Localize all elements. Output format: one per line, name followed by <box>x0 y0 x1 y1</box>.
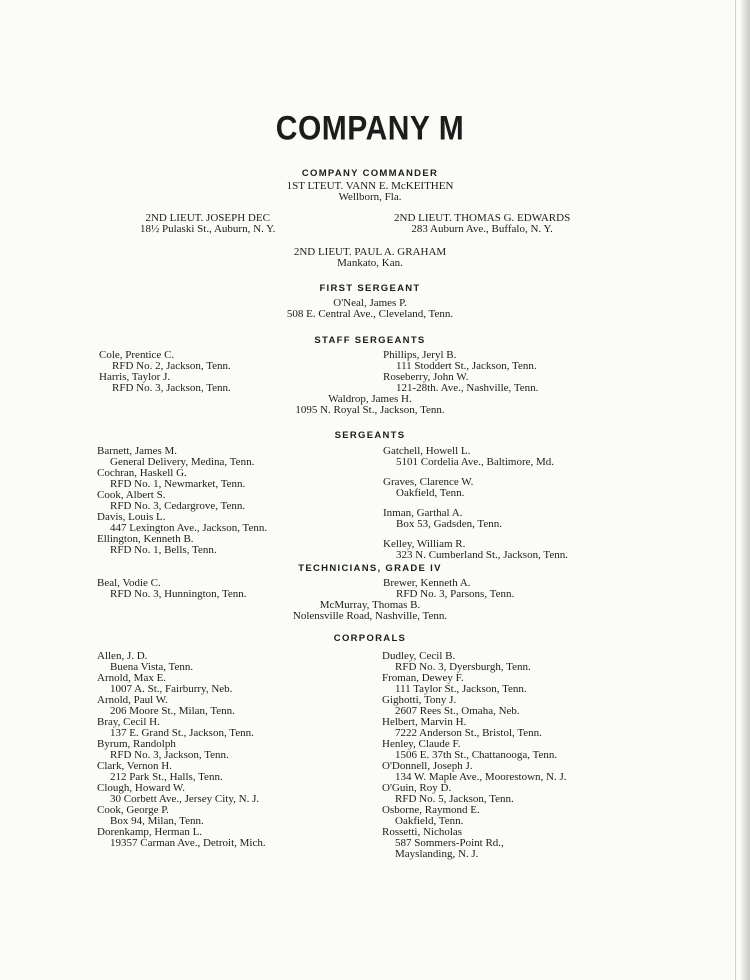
member-address: 137 E. Grand St., Jackson, Tenn. <box>110 727 254 739</box>
member-name: Graves, Clarence W. <box>383 476 474 488</box>
member-name: Beal, Vodie C. <box>97 577 161 589</box>
lieutenant-3 <box>0 247 740 269</box>
lieutenant-address: 283 Auburn Ave., Buffalo, N. Y. <box>411 223 553 235</box>
member-name: Helbert, Marvin H. <box>382 716 467 728</box>
roster-entry <box>383 477 568 499</box>
sergeants-left-column <box>97 446 267 556</box>
member-name: Dorenkamp, Herman L. <box>97 826 203 838</box>
lieutenant-2 <box>394 213 570 235</box>
corporals-right-column <box>382 651 567 860</box>
roster-entry <box>97 673 266 695</box>
member-address: 111 Taylor St., Jackson, Tenn. <box>395 683 527 695</box>
lieutenant-name: 2ND LIEUT. JOSEPH DEC <box>145 212 270 224</box>
member-address: General Delivery, Medina, Tenn. <box>110 456 255 468</box>
lieutenant-address: 18½ Pulaski St., Auburn, N. Y. <box>140 223 276 235</box>
member-name: Bray, Cecil H. <box>97 716 160 728</box>
member-name: Froman, Dewey F. <box>382 672 464 684</box>
member-address: Oakfield, Tenn. <box>396 487 465 499</box>
roster-entry <box>97 512 267 534</box>
page-title: COMPANY M <box>275 109 465 148</box>
first-sergeant-section <box>0 283 740 320</box>
roster-entry <box>383 539 568 561</box>
member-address: RFD No. 3, Hunnington, Tenn. <box>110 588 247 600</box>
roster-entry <box>382 805 567 827</box>
member-name: Cole, Prentice C. <box>99 349 175 361</box>
commander-name: 1ST LTEUT. VANN E. McKEITHEN <box>286 180 454 192</box>
member-address: RFD No. 5, Jackson, Tenn. <box>395 793 514 805</box>
sergeants-heading: SERGEANTS <box>334 430 406 441</box>
staff-sergeants-heading: STAFF SERGEANTS <box>314 335 426 346</box>
commander-section <box>0 168 740 203</box>
corporals-left-column <box>97 651 266 849</box>
technicians-right-column <box>383 578 514 600</box>
member-address: 323 N. Cumberland St., Jackson, Tenn. <box>396 549 568 561</box>
member-address: 587 Sommers-Point Rd., Mayslanding, N. J. <box>395 837 504 860</box>
member-name: Gatchell, Howell L. <box>383 445 471 457</box>
member-address: 5101 Cordelia Ave., Baltimore, Md. <box>396 456 555 468</box>
member-address: RFD No. 3, Parsons, Tenn. <box>396 588 515 600</box>
member-address: RFD No. 3, Dyersburgh, Tenn. <box>395 661 531 673</box>
roster-entry <box>97 761 266 783</box>
member-name: Phillips, Jeryl B. <box>383 349 457 361</box>
member-address: 111 Stoddert St., Jackson, Tenn. <box>396 360 537 372</box>
staff-sergeant-center-entry <box>0 394 740 416</box>
member-name: Dudley, Cecil B. <box>382 650 456 662</box>
member-name: Osborne, Raymond E. <box>382 804 480 816</box>
member-address: RFD No. 3, Cedargrove, Tenn. <box>110 500 246 512</box>
lieutenant-name: 2ND LIEUT. THOMAS G. EDWARDS <box>394 212 571 224</box>
commander-heading: COMPANY COMMANDER <box>301 168 439 179</box>
roster-entry <box>382 695 567 717</box>
member-address: 206 Moore St., Milan, Tenn. <box>110 705 235 717</box>
member-address: Oakfield, Tenn. <box>395 815 464 827</box>
roster-entry <box>97 651 266 673</box>
roster-entry <box>382 761 567 783</box>
roster-entry <box>382 717 567 739</box>
member-address: 447 Lexington Ave., Jackson, Tenn. <box>110 522 268 534</box>
member-address: 134 W. Maple Ave., Moorestown, N. J. <box>395 771 567 783</box>
roster-entry <box>382 673 567 695</box>
roster-entry <box>382 827 567 860</box>
technician-center-entry <box>0 600 740 622</box>
member-address: 1095 N. Royal St., Jackson, Tenn. <box>295 404 445 416</box>
member-address: RFD No. 3, Jackson, Tenn. <box>110 749 229 761</box>
roster-entry <box>383 508 568 530</box>
member-address: Nolensville Road, Nashville, Tenn. <box>292 610 448 622</box>
staff-sergeants-left-column <box>99 350 231 394</box>
member-name: Ellington, Kenneth B. <box>97 533 194 545</box>
roster-entry <box>383 578 514 600</box>
member-address: 121-28th. Ave., Nashville, Tenn. <box>396 382 539 394</box>
commander-address: Wellborn, Fla. <box>338 191 402 203</box>
member-name: Gighotti, Tony J. <box>382 694 457 706</box>
roster-entry <box>383 372 538 394</box>
member-name: Cook, Albert S. <box>97 489 166 501</box>
member-address: 1506 E. 37th St., Chattanooga, Tenn. <box>395 749 558 761</box>
member-address: 7222 Anderson St., Bristol, Tenn. <box>395 727 542 739</box>
roster-entry <box>97 468 267 490</box>
member-name: Harris, Taylor J. <box>99 371 171 383</box>
roster-entry <box>97 739 266 761</box>
member-address: 1007 A. St., Fairburry, Neb. <box>110 683 233 695</box>
roster-entry <box>383 350 538 372</box>
roster-entry <box>382 783 567 805</box>
member-name: Cochran, Haskell G. <box>97 467 187 479</box>
lieutenant-address: Mankato, Kan. <box>337 257 403 269</box>
member-name: Arnold, Max E. <box>97 672 167 684</box>
member-address: 2607 Rees St., Omaha, Neb. <box>395 705 520 717</box>
member-name: Waldrop, James H. <box>328 393 412 405</box>
member-name: Brewer, Kenneth A. <box>383 577 471 589</box>
roster-entry <box>97 717 266 739</box>
member-address: 212 Park St., Halls, Tenn. <box>110 771 223 783</box>
roster-entry <box>97 490 267 512</box>
roster-entry <box>97 446 267 468</box>
lieutenant-1 <box>140 213 275 235</box>
member-name: Allen, J. D. <box>97 650 148 662</box>
member-address: 19357 Carman Ave., Detroit, Mich. <box>110 837 266 849</box>
member-address: RFD No. 1, Newmarket, Tenn. <box>110 478 246 490</box>
member-address: 30 Corbett Ave., Jersey City, N. J. <box>110 793 260 805</box>
member-name: O'Donnell, Joseph J. <box>382 760 473 772</box>
first-sergeant-address: 508 E. Central Ave., Cleveland, Tenn. <box>286 308 454 320</box>
member-name: Byrum, Randolph <box>97 738 176 750</box>
technicians-heading: TECHNICIANS, GRADE IV <box>298 563 442 574</box>
member-name: McMurray, Thomas B. <box>319 599 421 611</box>
member-name: Clough, Howard W. <box>97 782 185 794</box>
member-address: Box 94, Milan, Tenn. <box>110 815 204 827</box>
member-address: RFD No. 1, Bells, Tenn. <box>110 544 217 556</box>
member-name: Clark, Vernon H. <box>97 760 172 772</box>
lieutenant-name: 2ND LIEUT. PAUL A. GRAHAM <box>293 246 447 258</box>
member-name: Henley, Claude F. <box>382 738 461 750</box>
member-name: Rossetti, Nicholas <box>382 826 463 838</box>
roster-entry <box>99 372 231 394</box>
roster-entry <box>97 695 266 717</box>
roster-entry <box>97 805 266 827</box>
roster-entry <box>97 534 267 556</box>
page-edge-shadow <box>741 0 750 980</box>
member-name: Roseberry, John W. <box>383 371 469 383</box>
staff-sergeants-right-column <box>383 350 538 394</box>
member-name: Cook, George P. <box>97 804 169 816</box>
member-address: RFD No. 3, Jackson, Tenn. <box>112 382 231 394</box>
member-address: Box 53, Gadsden, Tenn. <box>396 518 502 530</box>
member-name: Inman, Garthal A. <box>383 507 463 519</box>
member-address: RFD No. 2, Jackson, Tenn. <box>112 360 231 372</box>
member-name: O'Guin, Roy D. <box>382 782 452 794</box>
member-name: Davis, Louis L. <box>97 511 166 523</box>
roster-entry <box>383 446 568 468</box>
first-sergeant-name: O'Neal, James P. <box>333 297 407 309</box>
roster-entry <box>382 651 567 673</box>
technicians-left-column <box>97 578 247 600</box>
roster-entry <box>99 350 231 372</box>
member-name: Barnett, James M. <box>97 445 178 457</box>
member-address: Buena Vista, Tenn. <box>110 661 194 673</box>
roster-entry <box>97 578 247 600</box>
sergeants-right-column <box>383 446 568 561</box>
first-sergeant-heading: FIRST SERGEANT <box>319 283 421 294</box>
corporals-heading: CORPORALS <box>333 633 407 644</box>
roster-entry <box>97 783 266 805</box>
roster-entry <box>97 827 266 849</box>
member-name: Kelley, William R. <box>383 538 466 550</box>
member-name: Arnold, Paul W. <box>97 694 168 706</box>
roster-entry <box>382 739 567 761</box>
